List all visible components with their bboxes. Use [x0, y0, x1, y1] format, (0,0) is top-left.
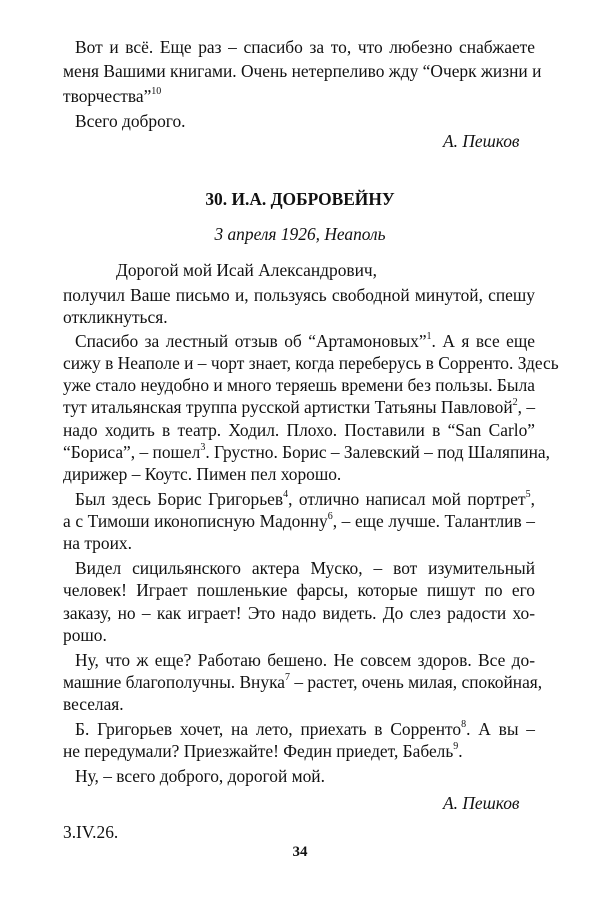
footnote-ref: 6	[327, 511, 333, 523]
text-line: “Бориса”, – пошел$^3$. Грустно. Борис – Залевский – под Шаляпина,	[63, 442, 550, 462]
text-line: Вот и всё. Еще раз – спасибо за то, что любезно снабжаете	[75, 37, 535, 57]
footnote-ref: 8	[461, 719, 467, 731]
letter-date-footer: 3.IV.26.	[63, 822, 119, 842]
text-line: надо ходить в театр. Ходил. Плохо. Поставили в “San Carlo”	[63, 420, 535, 440]
text-line: человек! Играет пошленькие фарсы, которые пишут по его	[63, 580, 535, 600]
salutation: Дорогой мой Исай Александрович,	[116, 260, 377, 280]
text-line: рошо.	[63, 625, 107, 645]
footnote-ref: 2	[512, 397, 518, 409]
text-line: заказу, но – как играет! Это надо видеть. До слез радости хо-	[63, 603, 535, 623]
text-line: веселая.	[63, 694, 124, 714]
text-line: получил Ваше письмо и, пользуясь свободной минутой, спешу	[63, 285, 535, 305]
footnote-ref: 10	[151, 86, 162, 98]
text-line: Видел сицильянского актера Муско, – вот изумительный	[75, 558, 535, 578]
text-line: Был здесь Борис Григорьев$^4$, отлично написал мой портрет$^5$,	[75, 489, 535, 509]
text-line: сижу в Неаполе и – чорт знает, когда переберусь в Сорренто. Здесь	[63, 353, 559, 373]
text-line: дирижер – Коутс. Пимен пел хорошо.	[63, 464, 342, 484]
page-number: 34	[292, 844, 308, 860]
footnote-ref: 5	[525, 489, 531, 501]
text-line: творчества”$^{10}$	[63, 86, 162, 106]
signature: А. Пешков	[443, 793, 520, 813]
text-line: машние благополучны. Внука$^7$ – растет, очень милая, спокойная,	[63, 672, 543, 692]
footnote-ref: 9	[453, 741, 459, 753]
text-line: не передумали? Приезжайте! Федин приедет, Бабель$^9$.	[63, 741, 463, 761]
text-line: Всего доброго.	[75, 111, 186, 131]
text-line: Ну, что ж еще? Работаю бешено. Не совсем здоров. Все до-	[75, 650, 535, 670]
footnote-ref: 4	[283, 489, 289, 501]
text-line: Ну, – всего доброго, дорогой мой.	[75, 766, 325, 786]
text-line: Б. Григорьев хочет, на лето, приехать в Сорренто$^8$. А вы –	[75, 719, 535, 739]
text-line: тут итальянская труппа русской артистки Татьяны Павловой$^2$, –	[63, 397, 536, 417]
footnote-ref: 1	[426, 331, 432, 343]
text-line: на троих.	[63, 533, 132, 553]
footnote-ref: 3	[200, 442, 206, 454]
text-line: а с Тимоши иконописную Мадонну$^6$, – еще лучше. Талантлив –	[63, 511, 535, 531]
signature: А. Пешков	[443, 131, 520, 151]
letter-dateline: 3 апреля 1926, Неаполь	[214, 224, 386, 244]
letter-heading: 30. И.А. ДОБРОВЕЙНУ	[205, 189, 395, 209]
footnote-ref: 7	[284, 672, 290, 684]
text-line: откликнуться.	[63, 307, 168, 327]
text-line: Спасибо за лестный отзыв об “Артамоновых”$^1$. А я все еще	[75, 331, 535, 351]
text-line: меня Вашими книгами. Очень нетерпеливо жду “Очерк жизни и	[63, 61, 542, 81]
text-line: уже стало неудобно и много теряешь времени без пользы. Была	[63, 375, 535, 395]
